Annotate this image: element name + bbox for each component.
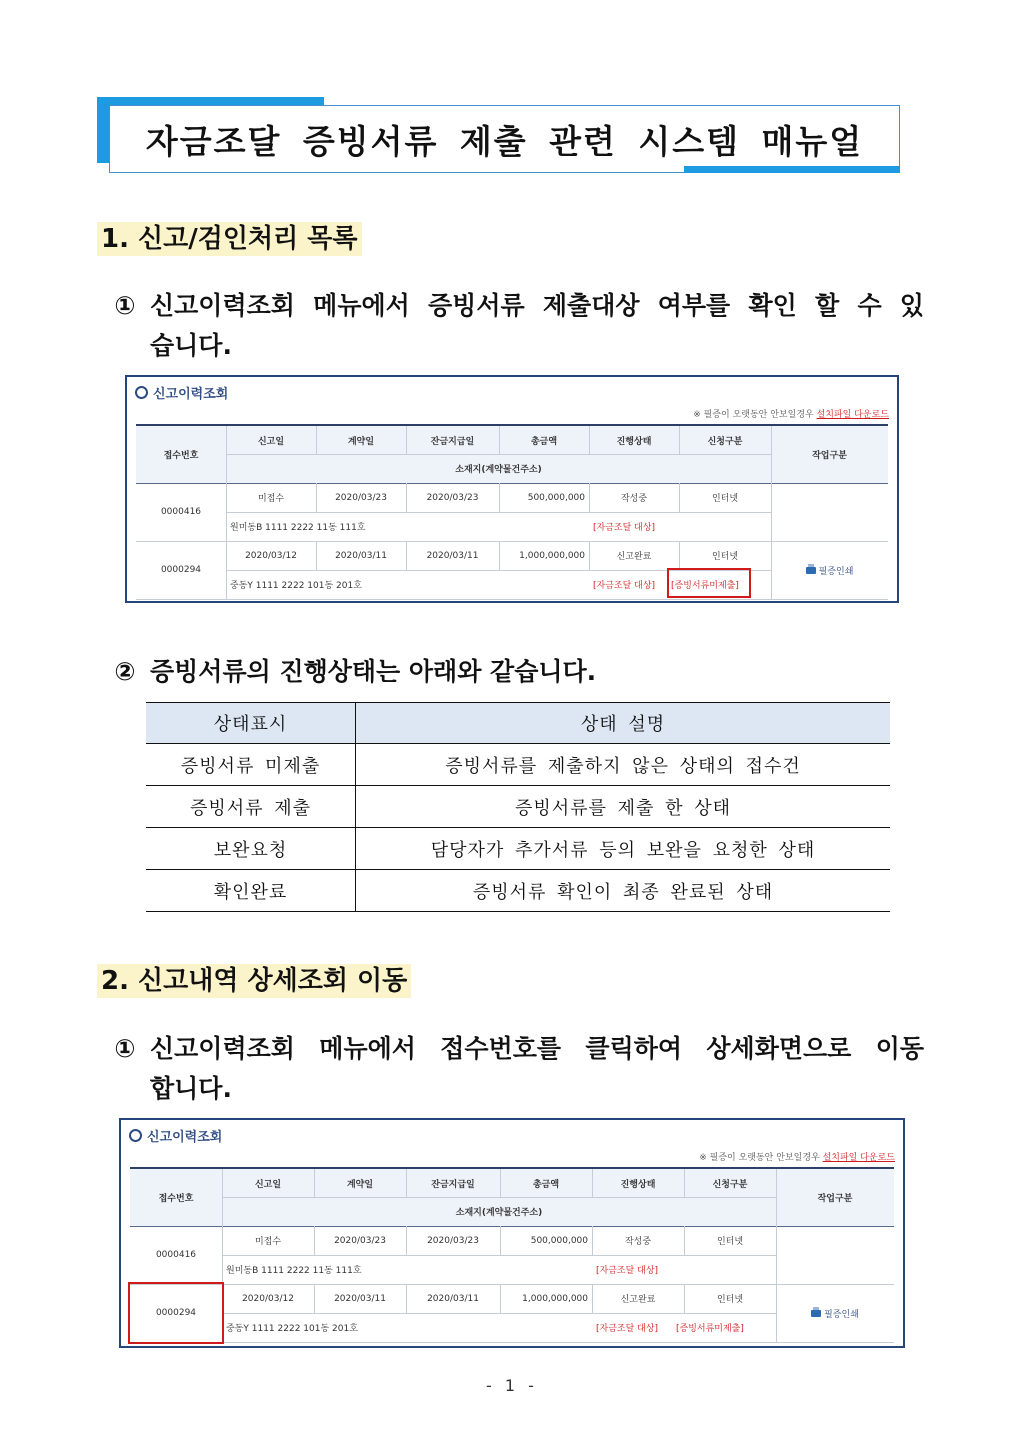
screenshot-panel-1 [125, 375, 899, 603]
item-text-line1: 신고이력조회 메뉴에서 증빙서류 제출대상 여부를 확인 할 수 있 [150, 291, 924, 320]
row1-status: 작성중 [620, 494, 648, 504]
row2-tag-fund: [자금조달 대상] [596, 1324, 659, 1334]
circle-icon [135, 386, 148, 399]
table-row: 보완요청 담당자가 추가서류 등의 보완을 요청한 상태 [146, 828, 890, 870]
title-box [109, 105, 900, 173]
circle-icon [129, 1129, 142, 1142]
section-1-item-1 [110, 286, 924, 368]
header-receipt-no: 접수번호 [130, 1169, 222, 1226]
header-balance-date: 잔금지급일 [406, 1169, 500, 1197]
section-1-heading: 1. 신고/검인처리 목록 [97, 222, 362, 256]
status-header-desc: 상태 설명 [356, 703, 891, 744]
header-contract-date: 계약일 [316, 426, 406, 454]
row1-address: 원미동B 1111 2222 11동 111호 [226, 1266, 362, 1276]
header-report-date: 신고일 [226, 426, 316, 454]
row2-tag-fund: [자금조달 대상] [593, 581, 656, 591]
row2-address: 중동Y 1111 2222 101동 201호 [226, 1324, 358, 1334]
row2-contract-date: 2020/03/11 [334, 1293, 386, 1304]
row1-tag-fund: [자금조달 대상] [596, 1266, 659, 1276]
row2-tag-unsubmitted: [증빙서류미제출] [676, 1324, 744, 1334]
header-total: 총금액 [500, 1169, 592, 1197]
section-2-item-1 [110, 1029, 924, 1111]
item-marker: ① [114, 1034, 136, 1063]
row1-report-date: 미접수 [257, 494, 285, 504]
row2-apply-type: 인터넷 [716, 1295, 744, 1305]
header-address: 소재지(계약물건주소) [222, 1197, 776, 1226]
status-table [146, 702, 890, 912]
row2-total: 1,000,000,000 [522, 1293, 588, 1304]
header-work: 작업구분 [771, 426, 888, 483]
item-text-line1: 신고이력조회 메뉴에서 접수번호를 클릭하여 상세화면으로 이동 [150, 1034, 924, 1063]
screenshot-panel-2 [119, 1118, 905, 1348]
row2-address: 중동Y 1111 2222 101동 201호 [230, 581, 362, 591]
item-text: 증빙서류의 진행상태는 아래와 같습니다. [150, 657, 597, 686]
section-2-heading: 2. 신고내역 상세조회 이동 [97, 964, 411, 998]
row1-balance-date: 2020/03/23 [426, 492, 479, 503]
header-balance-date: 잔금지급일 [406, 426, 499, 454]
panel-note: ※ 필증이 오랫동안 안보일경우 설치파일 다운로드 [693, 410, 889, 420]
highlight-receipt-no [128, 1282, 224, 1344]
row2-report-date: 2020/03/12 [245, 550, 297, 561]
history-table [136, 424, 888, 595]
row1-apply-type: 인터넷 [711, 494, 739, 504]
row2-contract-date: 2020/03/11 [335, 550, 387, 561]
page-number: - 1 - [486, 1376, 538, 1395]
row1-total: 500,000,000 [530, 1235, 588, 1246]
row1-contract-date: 2020/03/23 [335, 492, 387, 503]
row2-apply-type: 인터넷 [711, 552, 739, 562]
table-row: 확인완료 증빙서류 확인이 최종 완료된 상태 [146, 870, 890, 912]
header-work: 작업구분 [776, 1169, 894, 1226]
row2-report-date: 2020/03/12 [242, 1293, 294, 1304]
panel-note: ※ 필증이 오랫동안 안보일경우 설치파일 다운로드 [699, 1153, 895, 1163]
table-row: 증빙서류 미제출 증빙서류를 제출하지 않은 상태의 접수건 [146, 744, 890, 786]
panel-title: 신고이력조회 [129, 1126, 222, 1145]
row1-status: 작성중 [624, 1237, 652, 1247]
row1-apply-type: 인터넷 [716, 1237, 744, 1247]
row2-total: 1,000,000,000 [519, 550, 585, 561]
item-marker: ② [114, 657, 136, 686]
row1-report-date: 미접수 [254, 1237, 282, 1247]
item-text-line2: 습니다. [150, 331, 232, 360]
row1-tag-fund: [자금조달 대상] [593, 523, 656, 533]
history-table [130, 1167, 894, 1340]
title-accent-left [97, 97, 109, 163]
download-link[interactable]: 설치파일 다운로드 [816, 410, 889, 420]
row1-contract-date: 2020/03/23 [334, 1235, 386, 1246]
header-contract-date: 계약일 [314, 1169, 406, 1197]
header-apply-type: 신청구분 [684, 1169, 776, 1197]
row1-receipt-no[interactable]: 0000416 [155, 1250, 197, 1260]
printer-icon [806, 567, 816, 574]
status-header-label: 상태표시 [146, 703, 356, 744]
download-link[interactable]: 설치파일 다운로드 [822, 1153, 895, 1163]
row1-receipt-no[interactable]: 0000416 [160, 507, 202, 517]
header-address: 소재지(계약물건주소) [226, 454, 771, 483]
highlight-unsubmitted [667, 568, 751, 598]
row1-balance-date: 2020/03/23 [427, 1235, 479, 1246]
header-apply-type: 신청구분 [679, 426, 771, 454]
row2-print-button[interactable]: 필증인쇄 [776, 1284, 894, 1342]
row2-tag-unsubmitted: [증빙서류미제출] [671, 581, 739, 591]
row2-print-button[interactable]: 필증인쇄 [771, 541, 888, 599]
row2-balance-date: 2020/03/11 [426, 550, 479, 561]
row2-balance-date: 2020/03/11 [427, 1293, 479, 1304]
document-title: 자금조달 증빙서류 제출 관련 시스템 매뉴얼 [145, 121, 864, 161]
row2-status: 신고완료 [616, 552, 652, 562]
title-accent-top [97, 97, 324, 105]
item-text-line2: 합니다. [150, 1074, 232, 1103]
header-status: 진행상태 [589, 426, 679, 454]
header-report-date: 신고일 [222, 1169, 314, 1197]
printer-icon [811, 1310, 821, 1317]
section-1-item-2 [110, 652, 924, 692]
header-total: 총금액 [499, 426, 589, 454]
row2-status: 신고완료 [620, 1295, 656, 1305]
row1-total: 500,000,000 [527, 492, 585, 503]
item-marker: ① [114, 291, 136, 320]
title-accent-bottom [684, 166, 900, 173]
row1-address: 원미동B 1111 2222 11동 111호 [230, 523, 366, 533]
header-status: 진행상태 [592, 1169, 684, 1197]
panel-title: 신고이력조회 [135, 383, 228, 402]
row2-receipt-no[interactable]: 0000294 [155, 1308, 197, 1318]
row2-receipt-no[interactable]: 0000294 [160, 565, 202, 575]
table-row: 증빙서류 제출 증빙서류를 제출 한 상태 [146, 786, 890, 828]
header-receipt-no: 접수번호 [136, 426, 226, 483]
